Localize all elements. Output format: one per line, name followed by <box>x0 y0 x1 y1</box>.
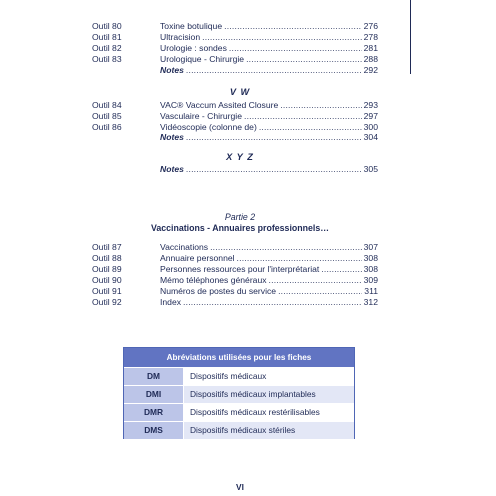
toc-code: Outil 91 <box>92 286 122 296</box>
toc-page: 307 <box>363 242 378 252</box>
toc-entry[interactable] <box>84 264 378 274</box>
toc-leader-dots <box>246 54 362 64</box>
toc-entry[interactable] <box>84 43 378 53</box>
toc-title: Ultracision <box>160 32 201 42</box>
toc-leader-dots <box>210 242 362 252</box>
page-edge-rule <box>410 0 411 74</box>
toc-notes-entry[interactable] <box>84 65 378 75</box>
abbreviation-row <box>124 385 354 403</box>
toc-code: Outil 84 <box>92 100 122 110</box>
toc-page: 293 <box>363 100 378 110</box>
toc-title: Vaccinations <box>160 242 209 252</box>
toc-page: 276 <box>363 21 378 31</box>
abbreviation-description: Dispositifs médicaux restérilisables <box>184 404 354 421</box>
toc-code: Outil 82 <box>92 43 122 53</box>
toc-page: 292 <box>363 65 378 75</box>
section-heading-vw: V W <box>229 87 251 97</box>
toc-code: Outil 90 <box>92 275 122 285</box>
toc-title: Toxine botulique <box>160 21 223 31</box>
toc-entry[interactable] <box>84 32 378 42</box>
toc-entry[interactable] <box>84 275 378 285</box>
toc-entry[interactable] <box>84 286 378 296</box>
toc-notes-entry[interactable] <box>84 164 378 174</box>
toc-page: 309 <box>363 275 378 285</box>
toc-page: 297 <box>363 111 378 121</box>
toc-code: Outil 85 <box>92 111 122 121</box>
toc-code: Outil 81 <box>92 32 122 42</box>
toc-title: VAC® Vaccum Assited Closure <box>160 100 279 110</box>
toc-page: 288 <box>363 54 378 64</box>
abbreviation-code: DM <box>124 368 184 385</box>
toc-code: Outil 83 <box>92 54 122 64</box>
part-title: Vaccinations - Annuaires professionnels… <box>150 223 330 233</box>
toc-code: Outil 87 <box>92 242 122 252</box>
toc-entry[interactable] <box>84 297 378 307</box>
toc-entry[interactable] <box>84 54 378 64</box>
toc-notes-entry[interactable] <box>84 132 378 142</box>
toc-code: Outil 92 <box>92 297 122 307</box>
toc-title: Numéros de postes du service <box>160 286 277 296</box>
toc-leader-dots <box>237 253 362 263</box>
toc-page: 300 <box>363 122 378 132</box>
toc-leader-dots <box>183 297 362 307</box>
toc-leader-dots <box>224 21 362 31</box>
toc-entry[interactable] <box>84 122 378 132</box>
abbreviation-description: Dispositifs médicaux implantables <box>184 386 354 403</box>
toc-leader-dots <box>278 286 362 296</box>
toc-entry[interactable] <box>84 100 378 110</box>
toc-code: Outil 86 <box>92 122 122 132</box>
toc-entry[interactable] <box>84 21 378 31</box>
toc-title: Notes <box>160 65 184 75</box>
toc-leader-dots <box>280 100 361 110</box>
toc-leader-dots <box>259 122 362 132</box>
part-label: Partie 2 <box>224 212 256 222</box>
toc-page: 305 <box>363 164 378 174</box>
toc-title: Vidéoscopie (colonne de) <box>160 122 257 132</box>
toc-page: 304 <box>363 132 378 142</box>
section-heading-xyz: X Y Z <box>226 152 254 162</box>
toc-page: 278 <box>363 32 378 42</box>
abbreviation-row <box>124 421 354 439</box>
toc-title: Vasculaire - Chirurgie <box>160 111 242 121</box>
abbreviation-description: Dispositifs médicaux stériles <box>184 422 354 439</box>
toc-page: 308 <box>363 264 378 274</box>
toc-code: Outil 88 <box>92 253 122 263</box>
abbreviation-code: DMR <box>124 404 184 421</box>
toc-page: 312 <box>363 297 378 307</box>
toc-entry[interactable] <box>84 242 378 252</box>
toc-page: 281 <box>363 43 378 53</box>
toc-title: Notes <box>160 132 184 142</box>
toc-page: 308 <box>363 253 378 263</box>
toc-leader-dots <box>202 32 362 42</box>
abbreviations-header: Abréviations utilisées pour les fiches <box>124 348 354 367</box>
toc-leader-dots <box>321 264 361 274</box>
abbreviation-code: DMI <box>124 386 184 403</box>
toc-leader-dots <box>186 164 362 174</box>
abbreviations-table <box>123 347 355 439</box>
toc-code: Outil 89 <box>92 264 122 274</box>
toc-title: Notes <box>160 164 184 174</box>
toc-title: Mémo téléphones généraux <box>160 275 267 285</box>
toc-code: Outil 80 <box>92 21 122 31</box>
toc-title: Urologique - Chirurgie <box>160 54 245 64</box>
toc-leader-dots <box>244 111 362 121</box>
abbreviation-code: DMS <box>124 422 184 439</box>
toc-entry[interactable] <box>84 111 378 121</box>
toc-title: Annuaire personnel <box>160 253 235 263</box>
abbreviation-row <box>124 367 354 385</box>
toc-title: Urologie : sondes <box>160 43 227 53</box>
abbreviation-description: Dispositifs médicaux <box>184 368 354 385</box>
abbreviation-row <box>124 403 354 421</box>
page-number: VI <box>236 482 244 492</box>
toc-entry[interactable] <box>84 253 378 263</box>
toc-leader-dots <box>186 132 362 142</box>
toc-title: Personnes ressources pour l'interprétariat <box>160 264 320 274</box>
toc-leader-dots <box>186 65 362 75</box>
toc-title: Index <box>160 297 182 307</box>
toc-page: 311 <box>364 286 378 296</box>
toc-leader-dots <box>229 43 362 53</box>
toc-leader-dots <box>269 275 362 285</box>
